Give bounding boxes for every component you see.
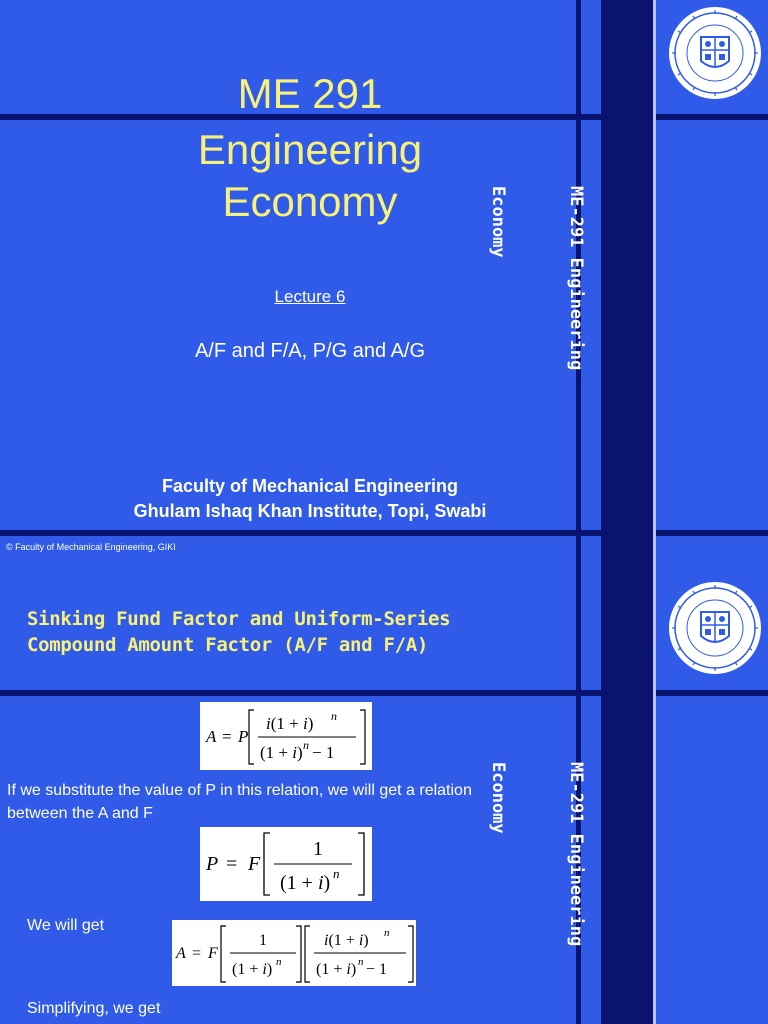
svg-text:n: n [358,956,364,968]
section-heading-line2: Compound Amount Factor (A/F and F/A) [27,634,429,656]
svg-text:i(1 + i): i(1 + i) [266,714,314,733]
side-label-1-line2: Economy [488,186,508,258]
svg-text:1: 1 [259,932,267,949]
side-label-2-line2: Economy [488,762,508,834]
svg-text:n: n [303,738,309,752]
university-seal-icon [665,578,765,678]
course-name-line1: Engineering [197,126,423,173]
svg-text:(1 + i): (1 + i) [280,872,331,894]
explanation-text-1: If we substitute the value of P in this relation, we will get a relation between the A and F [7,782,472,822]
side-label-1 [459,186,641,370]
explanation-text-2: We will get [27,917,105,934]
svg-text:− 1: − 1 [366,961,388,978]
svg-text:=: = [222,727,232,746]
svg-text:i(1 + i): i(1 + i) [324,932,369,949]
faculty-name: Faculty of Mechanical Engineering [161,476,459,496]
section-heading-line1: Sinking Fund Factor and Uniform-Series [27,608,451,630]
svg-text:A: A [176,945,186,962]
section-heading [27,606,587,658]
formula-a-from-p [200,702,372,770]
formula-a-from-f-expanded [172,920,416,986]
svg-text:P: P [238,727,249,746]
svg-text:n: n [331,709,337,723]
institute-name: Ghulam Ishaq Khan Institute, Topi, Swabi [133,501,487,521]
svg-text:P: P [206,853,219,875]
side-label-2-line1: ME-291 Engineering [566,762,586,947]
copyright-text: © Faculty of Mechanical Engineering, GIKI [6,542,176,552]
course-name [110,124,510,228]
svg-text:A: A [206,727,217,746]
svg-text:n: n [276,956,282,968]
svg-text:(1 + i): (1 + i) [260,743,303,762]
svg-text:n: n [384,927,390,939]
svg-text:(1 + i): (1 + i) [232,961,273,978]
side-label-2 [459,762,641,946]
svg-text:1: 1 [313,838,323,860]
svg-text:− 1: − 1 [312,743,335,762]
right-vertical-rule [653,0,656,1024]
lecture-topics: A/F and F/A, P/G and A/G [194,340,426,362]
svg-text:=: = [226,853,238,875]
course-name-line2: Economy [222,178,398,225]
faculty-block [60,474,560,524]
university-seal-icon [665,3,765,103]
course-code: ME 291 [237,70,383,117]
explanation-text-3: Simplifying, we get [27,1000,161,1017]
side-label-1-line1: ME-291 Engineering [566,186,586,371]
svg-text:F: F [248,853,261,875]
svg-text:=: = [192,945,202,962]
svg-text:n: n [333,866,340,881]
svg-text:F: F [208,945,218,962]
formula-p-from-f [200,827,372,901]
svg-text:(1 + i): (1 + i) [316,961,357,978]
lecture-number: Lecture 6 [274,287,346,306]
